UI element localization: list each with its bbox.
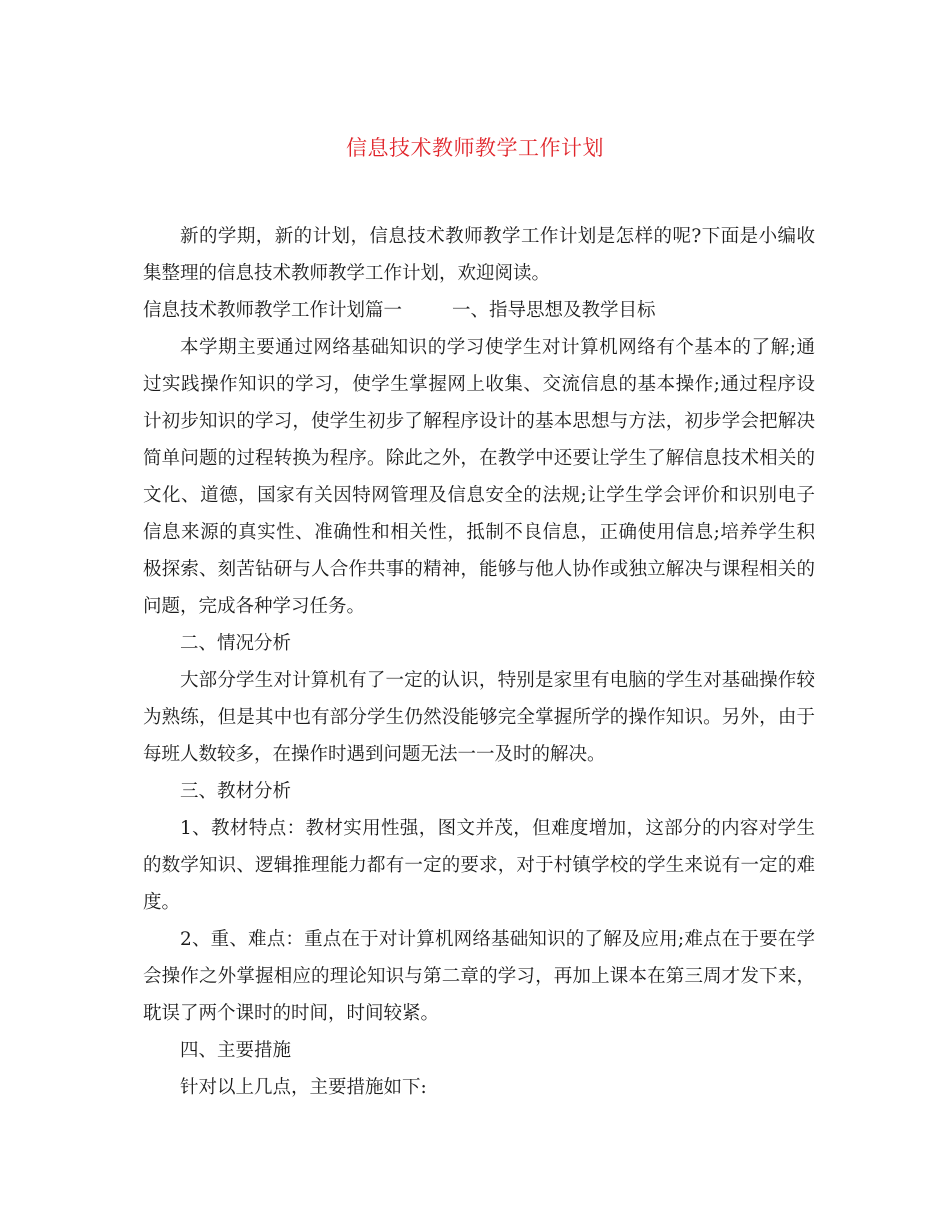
intro-paragraph: 新的学期，新的计划，信息技术教师教学工作计划是怎样的呢?下面是小编收集整理的信息技术教师教学工作计划，欢迎阅读。 [143, 226, 815, 284]
section-heading-right: 一、指导思想及教学目标 [452, 300, 656, 321]
situation-heading: 二、情况分析 [180, 633, 292, 654]
textbook-features-paragraph: 1、教材特点：教材实用性强，图文并茂，但难度增加，这部分的内容对学生的数学知识、逻辑推理能力都有一定的要求，对于村镇学校的学生来说有一定的难度。 [143, 818, 815, 913]
goals-paragraph: 本学期主要通过网络基础知识的学习使学生对计算机网络有个基本的了解;通过实践操作知识的学习，使学生掌握网上收集、交流信息的基本操作;通过程序设计初步知识的学习，使学生初步了解程序设计的基本思想与方法，初步学会把解决简单问题的过程转换为程序。除此之外，在教学中还要让学生了解信息技术相关的文化、道德，国家有关因特网管理及信息安全的法规;让学生学会评价和识别电子信息来源的真实性、准确性和相关性，抵制不良信息，正确使用信息;培养学生积极探索、刻苦钻研与人合作共事的精神，能够与他人协作或独立解决与课程相关的问题，完成各种学习任务。 [143, 337, 815, 617]
measures-heading: 四、主要措施 [180, 1040, 292, 1061]
situation-paragraph: 大部分学生对计算机有了一定的认识，特别是家里有电脑的学生对基础操作较为熟练，但是其中也有部分学生仍然没能够完全掌握所学的操作知识。另外，由于每班人数较多，在操作时遇到问题无法一一及时的解决。 [143, 670, 815, 765]
section-heading-left: 信息技术教师教学工作计划篇一 [143, 300, 403, 321]
document-body [143, 218, 815, 1106]
document-title: 信息技术教师教学工作计划 [346, 136, 604, 160]
textbook-key-points-paragraph: 2、重、难点：重点在于对计算机网络基础知识的了解及应用;难点在于要在学会操作之外掌握相应的理论知识与第二章的学习，再加上课本在第三周才发下来，耽误了两个课时的时间，时间较紧。 [143, 929, 815, 1024]
measures-paragraph: 针对以上几点，主要措施如下: [180, 1077, 427, 1098]
textbook-heading: 三、教材分析 [180, 781, 292, 802]
section-heading-line [143, 292, 815, 329]
